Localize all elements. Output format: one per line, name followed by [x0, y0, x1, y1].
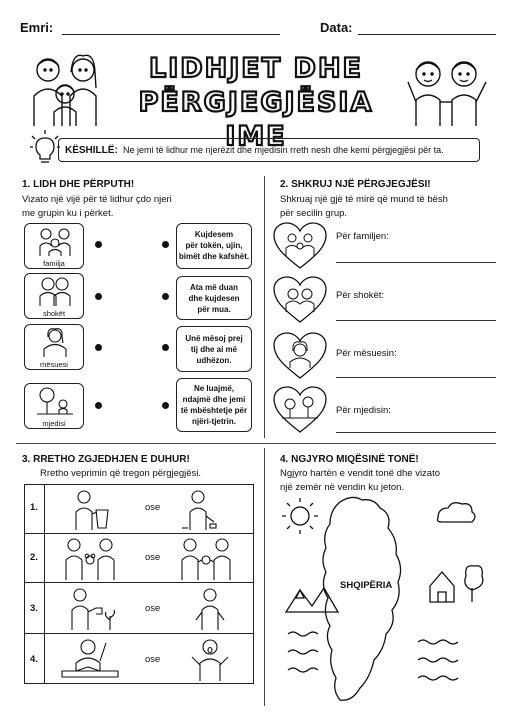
- section-divider: [16, 443, 496, 444]
- section2-instruction-1: Shkruaj një gjë të mirë që mund të bësh: [280, 194, 448, 205]
- table-column-line: [44, 484, 45, 684]
- name-label: Emri:: [20, 20, 54, 35]
- table-row-line: [24, 633, 254, 634]
- match-dot-left[interactable]: [95, 293, 102, 300]
- mountains-icon: [286, 588, 338, 612]
- group-box-environment: [24, 383, 84, 429]
- section3-title: 3. RRETHO ZGJEDHJEN E DUHUR!: [22, 454, 190, 465]
- cloud-icon: [438, 503, 476, 522]
- or-label: ose: [145, 502, 161, 513]
- answer-line-teacher[interactable]: [336, 377, 496, 378]
- family-illustration: [28, 50, 108, 126]
- column-divider: [264, 448, 265, 706]
- statement-line: dhe kujdesen: [188, 294, 240, 303]
- albania-map-outline: [323, 497, 401, 700]
- group-box-teacher: [24, 324, 84, 370]
- statement-line: të mbështetje për: [180, 406, 248, 415]
- statement-line: Ne luajmë,: [193, 384, 234, 393]
- match-dot-right[interactable]: [162, 402, 169, 409]
- section4-title: 4. NGJYRO MIQËSINË TONË!: [280, 454, 419, 465]
- child-watering-plant-icon[interactable]: [66, 586, 118, 630]
- statement-line: ndajmë dhe jemi: [182, 395, 246, 404]
- answer-line-environment[interactable]: [336, 432, 496, 433]
- friends-illustration: [406, 52, 488, 126]
- group-label-environment: mjedisi: [42, 419, 66, 428]
- table-row-line: [24, 533, 254, 534]
- date-field[interactable]: [358, 34, 496, 35]
- statement-line: për tokën, ujin,: [185, 241, 243, 250]
- name-field[interactable]: [62, 34, 280, 35]
- match-dot-left[interactable]: [95, 344, 102, 351]
- statement-box: [176, 378, 252, 432]
- statement-line: Unë mësoj prej: [185, 334, 243, 343]
- statement-line: bimët dhe kafshët.: [178, 252, 250, 261]
- children-sharing-icon[interactable]: [60, 536, 120, 580]
- title-line-2: PËRGJEGJËSIA IME: [138, 86, 374, 152]
- section3-instruction: Rretho veprimin që tregon përgjegjësi.: [40, 468, 202, 479]
- group-label-family: familja: [43, 259, 65, 268]
- row-number: 3.: [30, 603, 38, 614]
- row-number: 1.: [30, 502, 38, 513]
- prompt-teacher: Për mësuesin:: [336, 348, 397, 359]
- friends-icon: [37, 276, 73, 306]
- house-icon: [430, 572, 454, 602]
- answer-line-friends[interactable]: [336, 320, 496, 321]
- date-label: Data:: [320, 20, 353, 35]
- section1-instruction-1: Vizato një vijë për të lidhur çdo njeri: [22, 194, 172, 205]
- child-recycling-icon[interactable]: [70, 488, 110, 530]
- or-label: ose: [145, 552, 161, 563]
- group-label-friends: shokët: [42, 309, 66, 318]
- lightbulb-icon: [30, 130, 60, 166]
- children-arguing-icon[interactable]: [176, 536, 236, 580]
- tip-label: KËSHILLË:: [65, 145, 118, 156]
- match-dot-right[interactable]: [162, 293, 169, 300]
- title-line-1: LIDHJET DHE: [148, 53, 364, 84]
- wave-icon: [288, 632, 318, 636]
- family-icon: [37, 226, 73, 256]
- albania-map-scene[interactable]: [270, 494, 502, 710]
- heart-teacher-icon: [272, 332, 328, 380]
- group-label-teacher: mësuesi: [40, 360, 68, 369]
- heart-friends-icon: [272, 276, 328, 324]
- prompt-environment: Për mjedisin:: [336, 405, 391, 416]
- prompt-family: Për familjen:: [336, 231, 389, 242]
- section2-instruction-2: për secilin grup.: [280, 208, 348, 219]
- child-studying-icon[interactable]: [58, 637, 122, 681]
- section1-title: 1. LIDH DHE PËRPUTH!: [22, 179, 135, 190]
- statement-line: për mua.: [197, 305, 231, 314]
- tip-text: Ne jemi të lidhur me njerëzit dhe mjedisin rreth nesh dhe kemi përgjegjësi për ta.: [123, 145, 444, 155]
- table-row-line: [24, 582, 254, 583]
- statement-line: njëri-tjetrin.: [191, 417, 236, 426]
- statement-line: tij dhe ai më: [190, 345, 238, 354]
- tree-icon: [465, 566, 483, 590]
- row-number: 4.: [30, 654, 38, 665]
- answer-line-family[interactable]: [336, 262, 496, 263]
- statement-box: [176, 276, 252, 320]
- heart-environment-icon: [272, 386, 328, 434]
- section4-instruction-1: Ngjyro hartën e vendit tonë dhe vizato: [280, 468, 441, 479]
- heart-family-icon: [272, 222, 328, 270]
- child-idle-icon[interactable]: [190, 586, 230, 630]
- sun-icon: [291, 507, 309, 525]
- statement-line: udhëzon.: [196, 356, 232, 365]
- statement-line: Kujdesem: [194, 230, 234, 239]
- group-box-friends: [24, 273, 84, 319]
- group-box-family: [24, 223, 84, 269]
- match-dot-left[interactable]: [95, 241, 102, 248]
- prompt-friends: Për shokët:: [336, 290, 385, 301]
- statement-box: [176, 223, 252, 269]
- section1-instruction-2: me grupin ku i përket.: [22, 208, 114, 219]
- section2-title: 2. SHKRUJ NJË PËRGJEGJËSI!: [280, 179, 431, 190]
- child-shouting-icon[interactable]: [188, 637, 232, 681]
- or-label: ose: [145, 603, 161, 614]
- match-dot-left[interactable]: [95, 402, 102, 409]
- environment-icon: [35, 386, 75, 416]
- column-divider: [264, 176, 265, 438]
- match-dot-right[interactable]: [162, 344, 169, 351]
- child-littering-icon[interactable]: [180, 488, 220, 530]
- tip-box: [58, 138, 480, 162]
- or-label: ose: [145, 654, 161, 665]
- teacher-icon: [39, 327, 71, 357]
- row-number: 2.: [30, 552, 38, 563]
- section4-instruction-2: një zemër në vendin ku jeton.: [280, 482, 405, 493]
- statement-box: [176, 326, 252, 372]
- match-dot-right[interactable]: [162, 241, 169, 248]
- map-label: SHQIPËRIA: [340, 580, 393, 591]
- statement-line: Ata më duan: [189, 283, 238, 292]
